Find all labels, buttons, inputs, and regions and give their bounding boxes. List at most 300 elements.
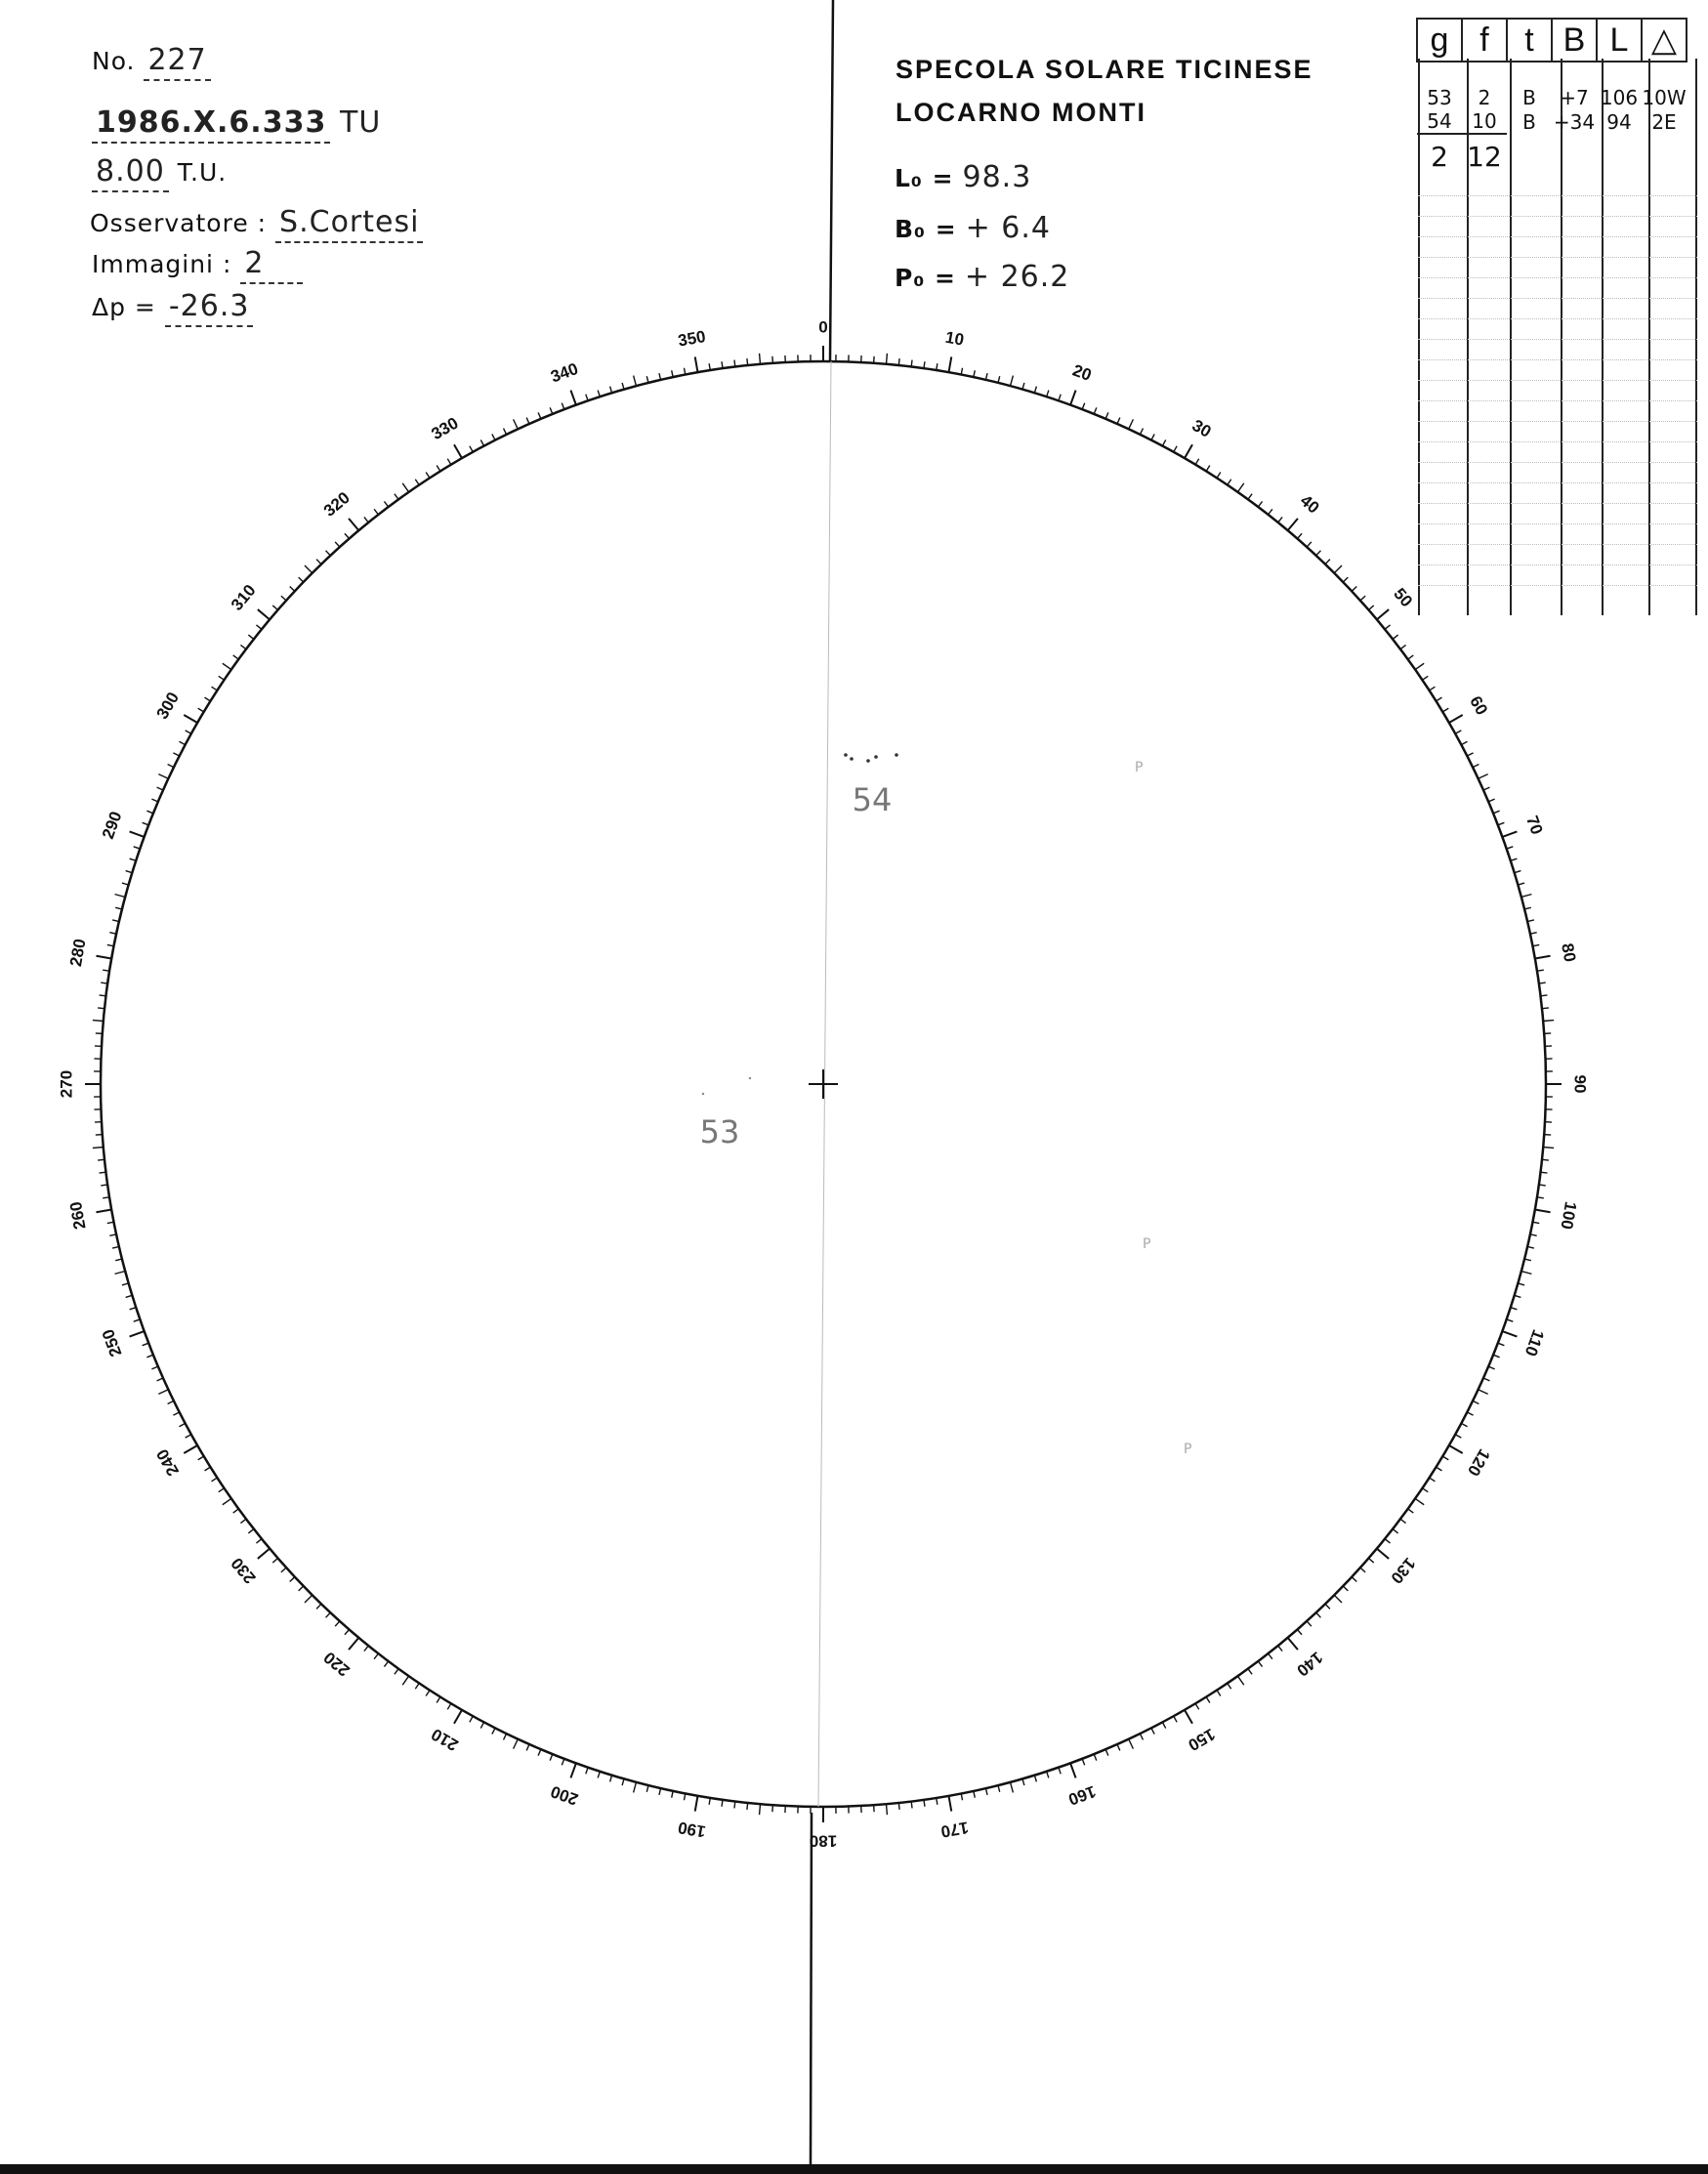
degree-tick: [1140, 429, 1143, 435]
degree-tick: [1377, 609, 1389, 619]
degree-tick: [415, 480, 419, 485]
sunspot-dot: [749, 1077, 751, 1079]
tick-label-100: 100: [1557, 1199, 1581, 1232]
degree-tick: [911, 360, 912, 367]
degree-tick: [1502, 1331, 1517, 1336]
degree-tick: [256, 1539, 261, 1543]
degree-tick: [1082, 1759, 1085, 1766]
degree-tick: [272, 606, 277, 610]
sunspot-dot: [844, 753, 848, 757]
degree-tick: [1237, 1676, 1243, 1685]
degree-tick: [760, 1804, 761, 1815]
degree-tick: [1442, 708, 1448, 712]
degree-tick: [1034, 387, 1036, 394]
cell-t: B: [1522, 109, 1536, 134]
degree-tick: [1094, 407, 1097, 413]
degree-tick: [985, 373, 987, 380]
degree-tick: [1449, 1445, 1463, 1453]
degree-tick: [659, 373, 661, 380]
tick-label-30: 30: [1188, 415, 1215, 441]
tick-label-50: 50: [1390, 584, 1417, 611]
degree-tick: [1105, 1749, 1108, 1755]
col-f-header: f: [1462, 19, 1507, 62]
degree-tick: [345, 1629, 350, 1634]
delta-p-label: Δp =: [92, 293, 156, 321]
degree-tick: [898, 1803, 899, 1810]
degree-tick: [447, 459, 451, 465]
degree-tick: [151, 799, 157, 802]
sunspot-dot: [866, 759, 870, 763]
degree-tick: [1248, 1669, 1252, 1675]
degree-tick: [570, 391, 575, 405]
degree-tick: [1530, 1234, 1537, 1235]
degree-tick: [349, 1638, 358, 1650]
degree-tick: [1377, 1549, 1389, 1559]
degree-tick: [437, 466, 440, 472]
degree-tick: [1422, 1488, 1428, 1492]
degree-tick: [1368, 1558, 1373, 1563]
degree-tick: [240, 1519, 246, 1523]
degree-tick: [1542, 1159, 1549, 1160]
time-value: 8.00: [92, 154, 169, 192]
degree-tick: [646, 376, 648, 383]
degree-tick: [570, 1763, 575, 1777]
degree-tick: [1543, 1147, 1554, 1148]
degree-tick: [924, 361, 925, 368]
degree-tick: [1368, 606, 1373, 610]
degree-tick: [1488, 799, 1494, 802]
col-g-header: g: [1417, 19, 1462, 62]
L-value: 98.3: [962, 160, 1032, 194]
degree-tick: [1521, 895, 1532, 898]
degree-tick: [130, 1331, 145, 1336]
degree-tick: [550, 1754, 553, 1760]
degree-tick: [1430, 687, 1436, 690]
number-label: No.: [92, 47, 136, 75]
degree-tick: [672, 370, 673, 377]
degree-tick: [198, 1456, 204, 1460]
degree-tick: [326, 1612, 331, 1617]
col-B-header: B: [1552, 19, 1597, 62]
degree-tick: [1408, 655, 1414, 659]
tick-label-190: 190: [676, 1818, 708, 1842]
degree-tick: [1094, 1754, 1097, 1760]
tick-label-320: 320: [319, 487, 354, 521]
degree-tick: [974, 370, 975, 377]
degree-tick: [100, 1172, 106, 1173]
degree-tick: [233, 655, 239, 659]
degree-tick: [1415, 663, 1424, 669]
degree-tick: [1524, 1259, 1531, 1261]
degree-tick: [258, 1549, 270, 1559]
degree-tick: [1162, 1722, 1165, 1728]
col-t-header: t: [1507, 19, 1552, 62]
degree-tick: [1393, 635, 1398, 639]
degree-tick: [1022, 383, 1024, 390]
degree-tick: [886, 354, 887, 364]
degree-tick: [281, 596, 286, 601]
degree-tick: [101, 1185, 107, 1186]
degree-tick: [598, 1772, 600, 1778]
degree-tick: [1437, 697, 1442, 701]
tick-label-310: 310: [227, 580, 260, 614]
degree-tick: [1507, 847, 1514, 849]
degree-tick: [219, 676, 225, 680]
degree-tick: [1047, 1772, 1049, 1778]
degree-tick: [911, 1801, 912, 1808]
cell-t: B: [1522, 86, 1536, 109]
degree-tick: [115, 1272, 126, 1275]
degree-tick: [538, 412, 541, 418]
degree-tick: [1415, 1498, 1424, 1504]
degree-tick: [504, 1734, 507, 1739]
B-value: + 6.4: [965, 211, 1051, 245]
tick-label-140: 140: [1293, 1648, 1327, 1681]
degree-tick: [1498, 822, 1505, 825]
number-value: 227: [144, 43, 210, 81]
observer-label: Osservatore :: [90, 209, 268, 237]
degree-tick: [290, 587, 295, 592]
degree-tick: [598, 391, 600, 397]
degree-tick: [1228, 1683, 1231, 1689]
degree-tick: [1269, 509, 1272, 515]
degree-tick: [184, 715, 197, 723]
col-delta-header: △: [1642, 19, 1687, 62]
degree-tick: [258, 609, 270, 619]
degree-tick: [1195, 1703, 1199, 1709]
degree-tick: [130, 1308, 137, 1310]
degree-tick: [1278, 517, 1282, 522]
degree-tick: [98, 1159, 104, 1160]
degree-tick: [1422, 676, 1428, 680]
degree-tick: [1518, 883, 1524, 885]
degree-tick: [1334, 1595, 1342, 1603]
cell-f: 10: [1472, 109, 1497, 133]
degree-tick: [233, 1509, 239, 1513]
degree-tick: [374, 1653, 378, 1659]
degree-tick: [122, 883, 129, 885]
tick-label-230: 230: [227, 1554, 260, 1588]
images-value: 2: [240, 246, 303, 284]
degree-tick: [1515, 1295, 1521, 1297]
degree-tick: [335, 1621, 340, 1626]
degree-tick: [1473, 765, 1479, 768]
degree-tick: [402, 1676, 408, 1685]
degree-tick: [562, 403, 564, 410]
degree-tick: [646, 1785, 648, 1792]
degree-tick: [586, 1768, 588, 1775]
degree-tick: [146, 1355, 152, 1358]
degree-tick: [672, 1791, 673, 1798]
degree-tick: [1518, 1283, 1524, 1285]
delta-p-value: -26.3: [165, 289, 254, 327]
degree-tick: [1334, 565, 1342, 573]
degree-tick: [1258, 1661, 1262, 1667]
top-axis-line: [830, 0, 833, 361]
degree-tick: [1117, 418, 1120, 424]
cell-B: +7: [1560, 86, 1589, 109]
degree-tick: [1479, 774, 1488, 779]
degree-tick: [157, 787, 163, 790]
degree-tick: [173, 1412, 179, 1415]
facula-mark: P: [1184, 1442, 1192, 1457]
degree-tick: [1325, 1604, 1330, 1609]
facula-mark: P: [1143, 1236, 1151, 1252]
degree-tick: [112, 1246, 119, 1248]
tick-label-180: 180: [809, 1831, 838, 1851]
degree-tick: [1498, 1343, 1505, 1346]
degree-tick: [240, 645, 246, 648]
cell-delta: 10W: [1642, 86, 1687, 109]
sunspot-dot: [895, 753, 898, 757]
tick-label-60: 60: [1466, 692, 1492, 719]
degree-tick: [1483, 1378, 1489, 1381]
degree-tick: [395, 1669, 398, 1675]
degree-tick: [1502, 831, 1517, 836]
degree-tick: [1352, 1577, 1356, 1582]
degree-tick: [1316, 551, 1321, 556]
degree-tick: [504, 429, 507, 435]
degree-tick: [1288, 519, 1298, 530]
degree-tick: [93, 1021, 104, 1022]
group-label-54: 54: [852, 781, 893, 818]
degree-tick: [1185, 444, 1192, 458]
degree-tick: [1047, 391, 1049, 397]
degree-tick: [747, 358, 748, 365]
degree-tick: [96, 1209, 111, 1212]
degree-tick: [1539, 982, 1546, 983]
degree-tick: [562, 1759, 564, 1766]
degree-tick: [122, 1283, 129, 1285]
degree-tick: [1524, 907, 1531, 909]
degree-tick: [281, 1568, 286, 1572]
degree-tick: [447, 1703, 451, 1709]
degree-tick: [1400, 645, 1406, 648]
degree-tick: [470, 446, 473, 452]
degree-tick: [514, 419, 519, 429]
degree-tick: [1430, 1478, 1436, 1482]
degree-tick: [112, 920, 119, 922]
degree-tick: [415, 1683, 419, 1689]
degree-tick: [1527, 920, 1534, 922]
degree-tick: [349, 519, 358, 530]
degree-tick: [130, 831, 145, 836]
degree-tick: [1543, 1021, 1554, 1022]
degree-tick: [747, 1803, 748, 1810]
degree-tick: [1117, 1744, 1120, 1750]
degree-tick: [1511, 858, 1518, 860]
degree-tick: [272, 1558, 277, 1563]
degree-tick: [212, 1478, 218, 1482]
degree-tick: [299, 1586, 304, 1591]
cell-L: 106: [1600, 86, 1639, 109]
B-label: B₀ =: [895, 215, 957, 243]
degree-tick: [316, 560, 321, 564]
degree-tick: [492, 434, 495, 439]
degree-tick: [96, 956, 111, 959]
tick-label-260: 260: [65, 1199, 90, 1232]
degree-tick: [722, 1800, 723, 1807]
degree-tick: [659, 1788, 661, 1795]
degree-tick: [1449, 715, 1463, 723]
degree-tick: [734, 1801, 735, 1808]
degree-tick: [205, 697, 211, 701]
cell-L: 94: [1606, 109, 1632, 134]
sunspot-dot: [702, 1093, 704, 1095]
degree-tick: [998, 376, 1000, 383]
degree-tick: [480, 439, 483, 445]
degree-tick: [1385, 1539, 1390, 1543]
degree-tick: [974, 1791, 975, 1798]
degree-tick: [1129, 1739, 1134, 1749]
degree-tick: [695, 356, 698, 372]
degree-tick: [1442, 1456, 1448, 1460]
degree-tick: [1535, 1209, 1551, 1212]
degree-tick: [134, 1319, 141, 1321]
degree-tick: [1151, 434, 1154, 439]
degree-tick: [402, 483, 408, 492]
degree-tick: [1408, 1509, 1414, 1513]
degree-tick: [538, 1749, 541, 1755]
degree-tick: [1540, 995, 1547, 996]
degree-tick: [1011, 1782, 1014, 1793]
degree-tick: [1352, 587, 1356, 592]
degree-tick: [1269, 1653, 1272, 1659]
degree-tick: [722, 361, 723, 368]
degree-tick: [157, 1378, 163, 1381]
degree-tick: [256, 625, 261, 629]
degree-tick: [248, 1529, 254, 1533]
degree-tick: [1059, 395, 1061, 401]
tick-label-270: 270: [57, 1069, 76, 1099]
degree-tick: [173, 753, 179, 756]
observer-value: S.Cortesi: [275, 205, 423, 243]
degree-tick: [100, 995, 106, 996]
degree-tick: [1070, 1763, 1075, 1777]
tick-label-130: 130: [1387, 1554, 1420, 1588]
degree-tick: [1360, 1568, 1365, 1572]
degree-tick: [143, 822, 149, 825]
tick-label-80: 80: [1558, 941, 1580, 964]
degree-tick: [364, 517, 368, 522]
degree-tick: [1316, 1612, 1321, 1617]
degree-tick: [384, 501, 388, 507]
degree-tick: [1461, 1423, 1467, 1426]
tick-label-210: 210: [428, 1724, 462, 1755]
degree-tick: [1343, 1586, 1348, 1591]
col-L-header: L: [1597, 19, 1642, 62]
degree-tick: [1237, 483, 1243, 492]
tick-label-170: 170: [938, 1818, 971, 1842]
degree-tick: [290, 1577, 295, 1582]
degree-tick: [168, 765, 174, 768]
degree-tick: [1011, 376, 1014, 387]
degree-tick: [470, 1716, 473, 1722]
date-value: 1986.X.6.333: [92, 105, 330, 144]
degree-tick: [1488, 1366, 1494, 1369]
degree-tick: [134, 847, 141, 849]
degree-tick: [158, 774, 168, 779]
degree-tick: [1385, 625, 1390, 629]
degree-tick: [1070, 391, 1075, 405]
degree-tick: [454, 444, 462, 458]
degree-tick: [305, 565, 312, 573]
degree-tick: [205, 1467, 211, 1471]
degree-tick: [1521, 1272, 1532, 1275]
degree-tick: [1217, 473, 1221, 479]
tick-label-300: 300: [152, 689, 184, 723]
degree-tick: [223, 663, 231, 669]
degree-tick: [634, 1782, 637, 1793]
degree-tick: [223, 1498, 231, 1504]
degree-tick: [760, 354, 761, 364]
cell-g: 53: [1427, 86, 1452, 109]
degree-tick: [151, 1366, 157, 1369]
degree-tick: [1034, 1776, 1036, 1782]
degree-tick: [526, 418, 529, 424]
degree-tick: [622, 383, 624, 390]
scan-edge: [0, 2164, 1708, 2174]
degree-tick: [1467, 1412, 1473, 1415]
degree-tick: [316, 1604, 321, 1609]
tick-label-290: 290: [98, 809, 126, 842]
P-label: P₀ =: [895, 264, 956, 292]
degree-tick: [1343, 577, 1348, 582]
degree-tick: [186, 1435, 191, 1438]
tick-label-20: 20: [1069, 360, 1095, 385]
degree-tick: [1307, 542, 1312, 547]
degree-tick: [219, 1488, 225, 1492]
total-g: 2: [1417, 134, 1462, 178]
degree-tick: [1535, 956, 1551, 959]
degree-tick: [586, 395, 588, 401]
bottom-axis-line: [811, 1813, 812, 2164]
tick-label-40: 40: [1296, 490, 1323, 518]
degree-tick: [345, 533, 350, 538]
tick-label-340: 340: [548, 358, 581, 387]
degree-tick: [1288, 1638, 1298, 1650]
degree-tick: [168, 1401, 174, 1403]
degree-tick: [384, 1661, 388, 1667]
degree-tick: [248, 635, 254, 639]
degree-tick: [1540, 1172, 1547, 1173]
degree-tick: [426, 473, 430, 479]
degree-tick: [634, 376, 637, 387]
degree-tick: [1455, 731, 1461, 733]
degree-tick: [1530, 933, 1537, 934]
degree-tick: [924, 1800, 925, 1807]
degree-tick: [1467, 753, 1473, 756]
degree-tick: [1129, 419, 1134, 429]
facula-mark: P: [1135, 760, 1144, 775]
degree-tick: [126, 871, 133, 873]
cell-g: 54: [1427, 109, 1452, 133]
degree-tick: [734, 360, 735, 367]
degree-tick: [1307, 1621, 1312, 1626]
degree-tick: [454, 1710, 462, 1724]
degree-tick: [126, 1295, 133, 1297]
degree-tick: [1278, 1646, 1282, 1651]
degree-tick: [299, 577, 304, 582]
degree-tick: [1400, 1519, 1406, 1523]
degree-tick: [1455, 1435, 1461, 1438]
degree-tick: [1174, 446, 1177, 452]
degree-tick: [326, 551, 331, 556]
images-label: Immagini :: [92, 250, 232, 278]
cell-delta: 2E: [1651, 109, 1677, 134]
degree-tick: [610, 387, 612, 394]
degree-tick: [179, 1423, 185, 1426]
